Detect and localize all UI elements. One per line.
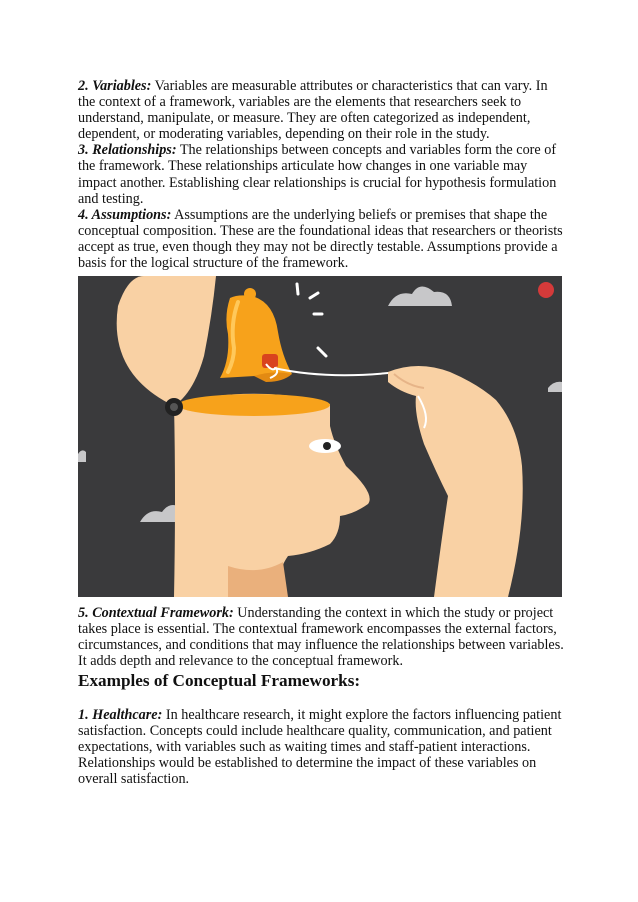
- section-term: 4. Assumptions:: [78, 206, 172, 223]
- head-bell-illustration: [78, 276, 562, 597]
- section-body: Variables are measurable attributes or characteristics that can vary. In the context of a framework, variables are the elements that researchers seek to understand, manipulate, or measure. They are often categorized as independent, dependent, or moderating variables, depending on their role in the study.: [78, 78, 548, 143]
- section-body: Assumptions are the underlying beliefs or premises that shape the conceptual composition. These are the foundational ideas that researchers or theorists accept as true, even though they may not be directly testable. Assumptions provide a basis for the logical structure of the framework.: [78, 206, 563, 272]
- section-relationships: [78, 142, 564, 206]
- head-bell-icon: [78, 276, 562, 597]
- section-term: 3. Relationships:: [78, 142, 177, 159]
- section-body: Understanding the context in which the study or project takes place is essential. The contextual framework encompasses the external factors, circumstances, and conditions that may influence the relationships between variables. It adds depth and relevance to the conceptual framework.: [78, 605, 564, 670]
- section-term: 2. Variables:: [78, 78, 152, 94]
- examples-heading: Examples of Conceptual Frameworks:: [78, 670, 361, 690]
- example-healthcare: [78, 707, 564, 787]
- example-body: In healthcare research, it might explore the factors influencing patient satisfaction. Concepts could include healthcare quality, communication, and patient expectations, with variables such as waiting times and staff-patient interactions. Relationships would be established to determine the impact of these variables on overall satisfaction.: [78, 706, 562, 787]
- document-page: [78, 78, 564, 787]
- section-term: 5. Contextual Framework:: [78, 605, 234, 622]
- section-contextual-framework: [78, 605, 564, 669]
- section-assumptions: [78, 207, 564, 271]
- example-term: 1. Healthcare:: [78, 706, 163, 723]
- section-variables: [78, 78, 564, 142]
- section-body: The relationships between concepts and variables form the core of the framework. These relationships articulate how changes in one variable may impact another. Establishing clear relationships is crucial for hypothesis formulation and testing.: [78, 142, 557, 207]
